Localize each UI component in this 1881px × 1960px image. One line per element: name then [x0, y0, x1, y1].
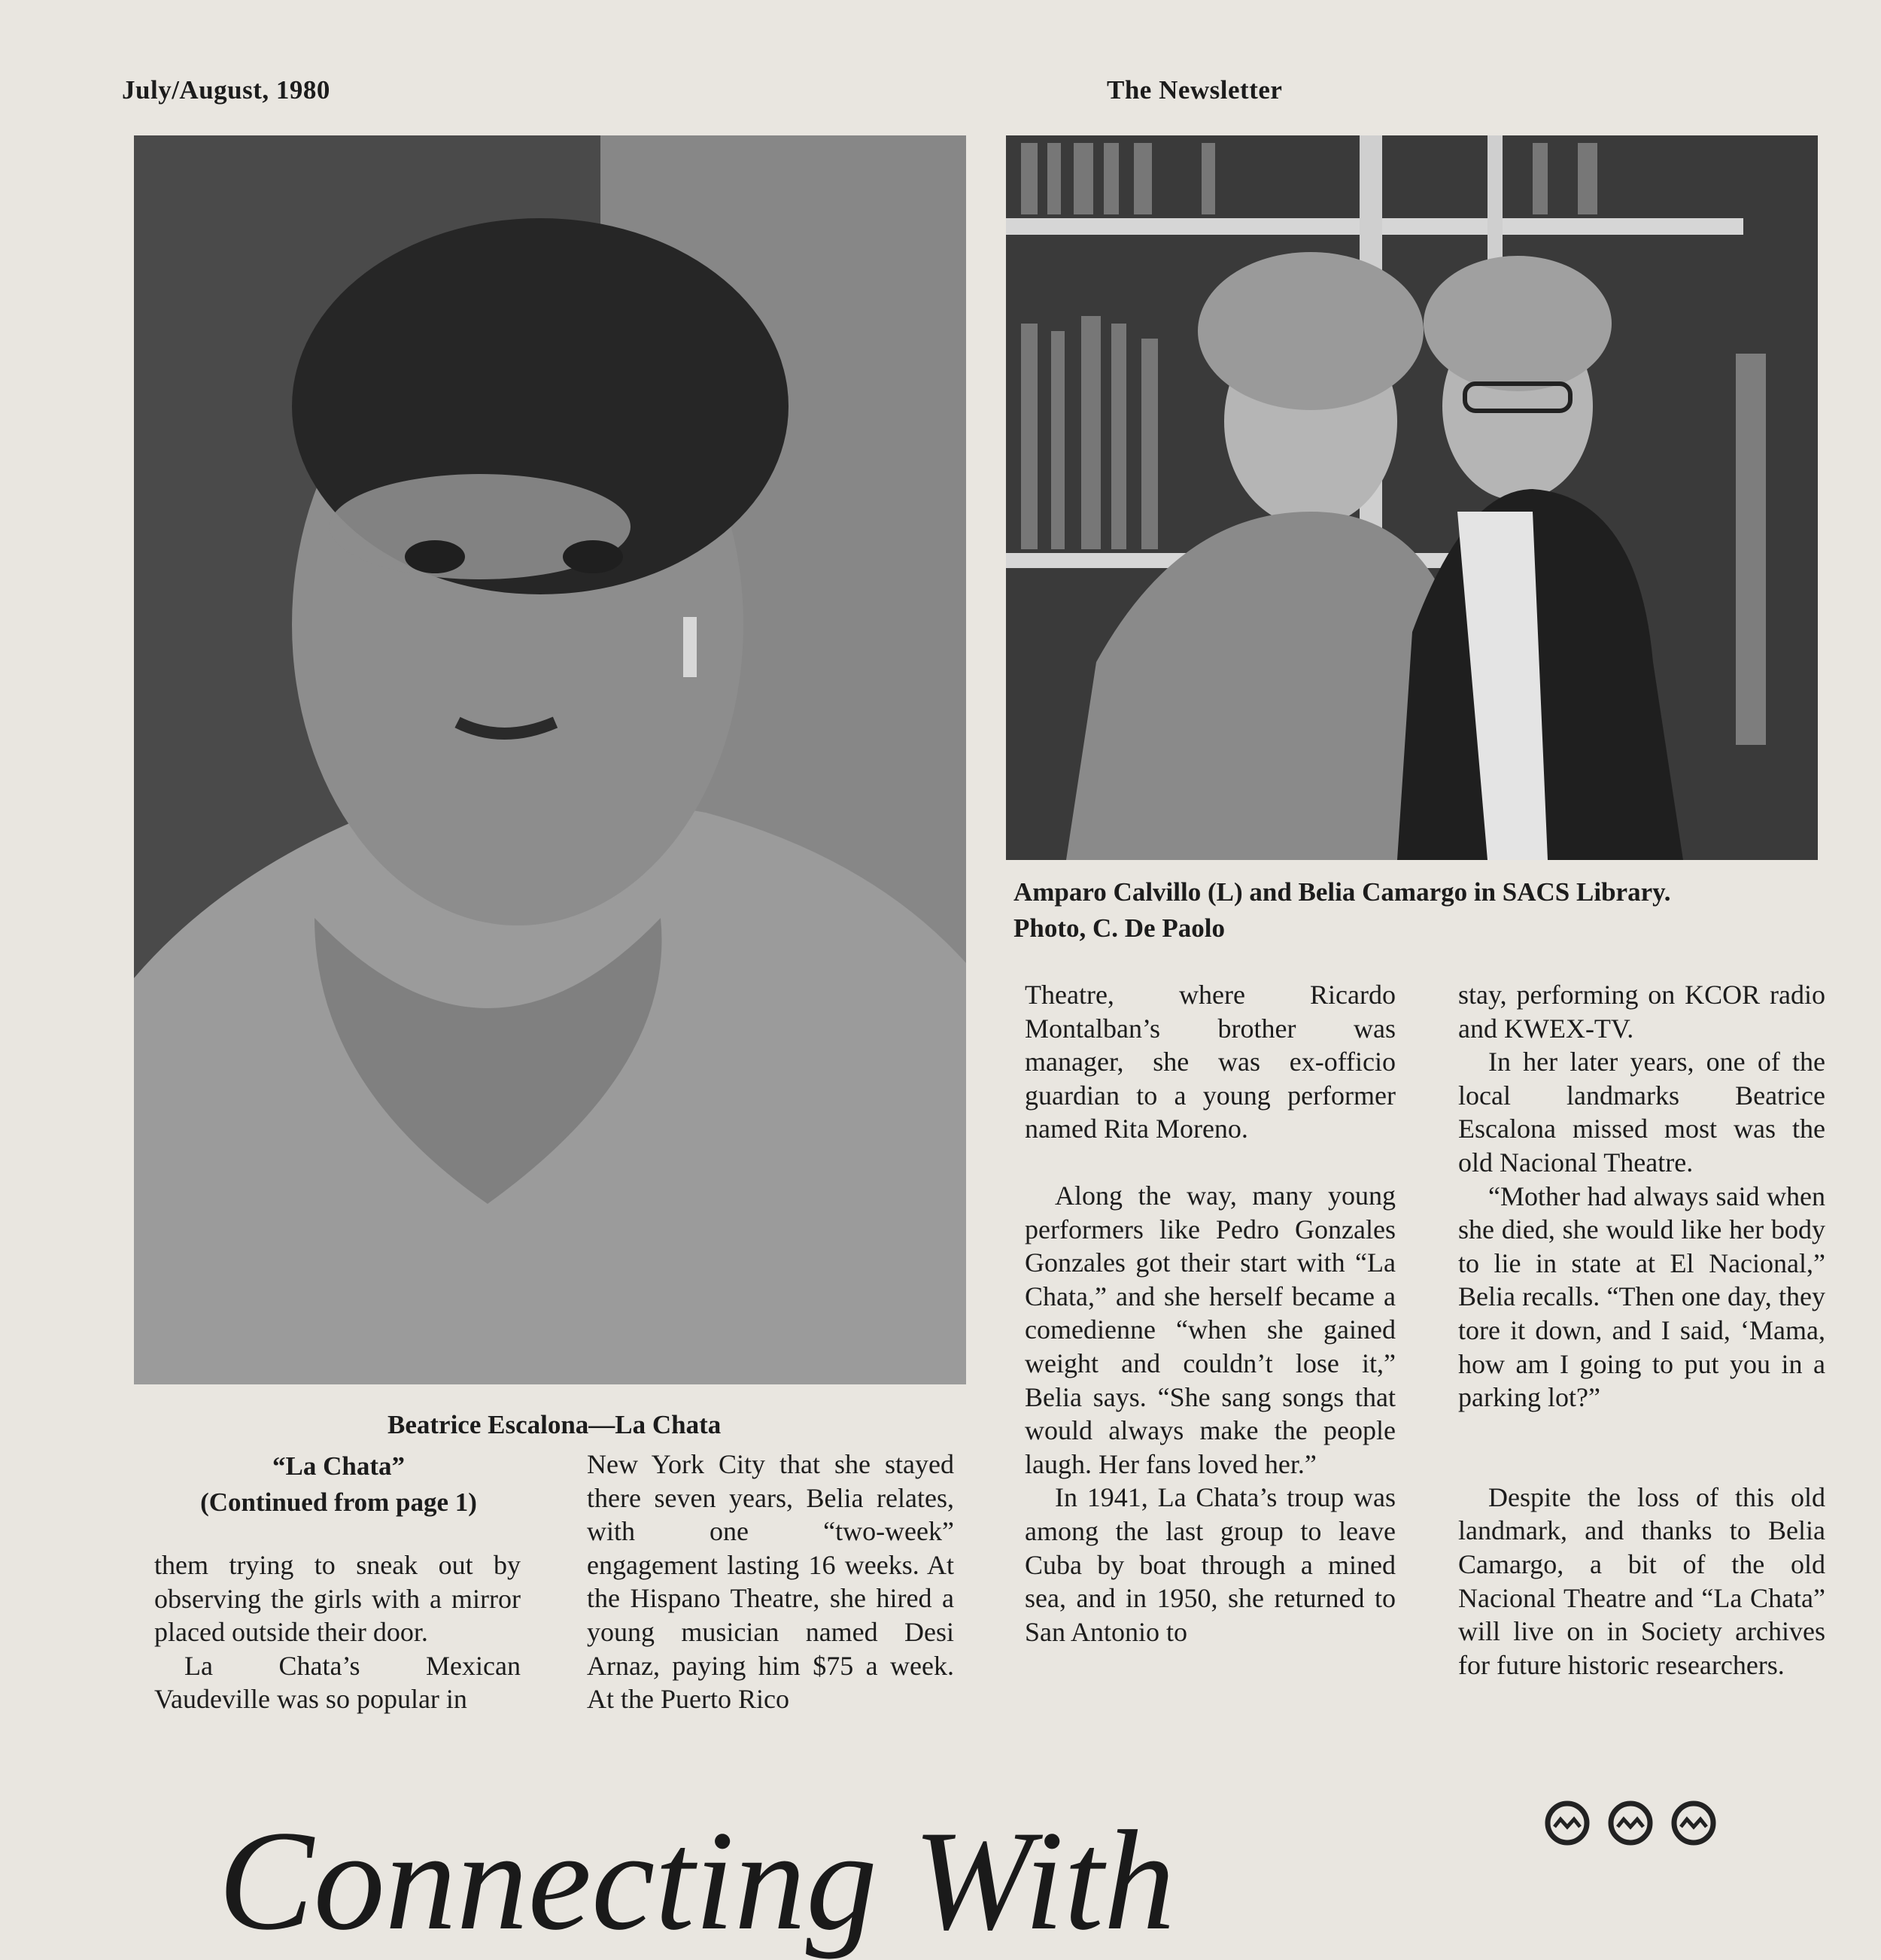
- library-caption-line-2: Photo, C. De Paolo: [1013, 913, 1225, 943]
- article-heading: [154, 1448, 523, 1521]
- library-photo: [1006, 135, 1818, 860]
- next-article-headline: Connecting With: [218, 1802, 1175, 1960]
- paragraph: Despite the loss of this old landmark, and thanks to Belia Camargo, a bit of the old Nacional Theatre and “La Chata” will live on in Society archives for future historic researchers.: [1458, 1481, 1825, 1680]
- paragraph: New York City that she stayed there seven years, Belia relates, with one “two-week” engagement lasting 16 weeks. At the Hispano Theatre, she hired a young musician named Desi Arnaz, paying him $75 a week. At the Puerto Rico: [587, 1449, 954, 1715]
- article-column-1: [154, 1548, 521, 1716]
- library-illustration: [1006, 135, 1818, 860]
- emblem-icon: [1607, 1800, 1654, 1846]
- continued-note: (Continued from page 1): [200, 1487, 477, 1517]
- paragraph: Along the way, many young performers like Pedro Gonzales Gonzales got their start with “La Chata,” and she herself became a comedienne “when she gained weight and couldn’t lose it,” Belia says. “She sang songs that would always make the people laugh. Her fans loved her.”: [1025, 1180, 1396, 1479]
- paragraph: La Chata’s Mexican Vaudeville was so popular in: [154, 1650, 521, 1715]
- article-column-2: [587, 1448, 954, 1716]
- article-title: “La Chata”: [272, 1451, 405, 1481]
- paragraph: them trying to sneak out by observing the girls with a mirror placed outside their door.: [154, 1550, 521, 1648]
- emblem-icon: [1670, 1800, 1717, 1846]
- portrait-photo: [134, 135, 966, 1384]
- portrait-caption: Beatrice Escalona—La Chata: [387, 1410, 722, 1439]
- publication-name: The Newsletter: [1107, 75, 1283, 105]
- emblem-icon: [1544, 1800, 1591, 1846]
- paragraph: In 1941, La Chata’s troup was among the last group to leave Cuba by boat through a mined sea, and in 1950, she returned to San Antonio to: [1025, 1482, 1396, 1647]
- issue-date: July/August, 1980: [122, 75, 330, 105]
- article-column-4: [1458, 978, 1825, 1682]
- emblem-row: [1544, 1800, 1717, 1846]
- paragraph: stay, performing on KCOR radio and KWEX-TV.: [1458, 980, 1825, 1044]
- library-caption-line-1: Amparo Calvillo (L) and Belia Camargo in SACS Library.: [1013, 877, 1671, 907]
- paragraph: Theatre, where Ricardo Montalban’s brother was manager, she was ex-officio guardian to a young performer named Rita Moreno.: [1025, 980, 1396, 1144]
- paragraph: In her later years, one of the local landmarks Beatrice Escalona missed most was the old Nacional Theatre.: [1458, 1047, 1825, 1178]
- article-column-3: [1025, 978, 1396, 1649]
- paragraph: “Mother had always said when she died, she would like her body to lie in state at El Nacional,” Belia recalls. “Then one day, they tore it down, and I said, ‘Mama, how am I going to put you in a parking lot?”: [1458, 1181, 1825, 1413]
- library-caption: [1013, 874, 1670, 947]
- portrait-illustration: [134, 135, 966, 1384]
